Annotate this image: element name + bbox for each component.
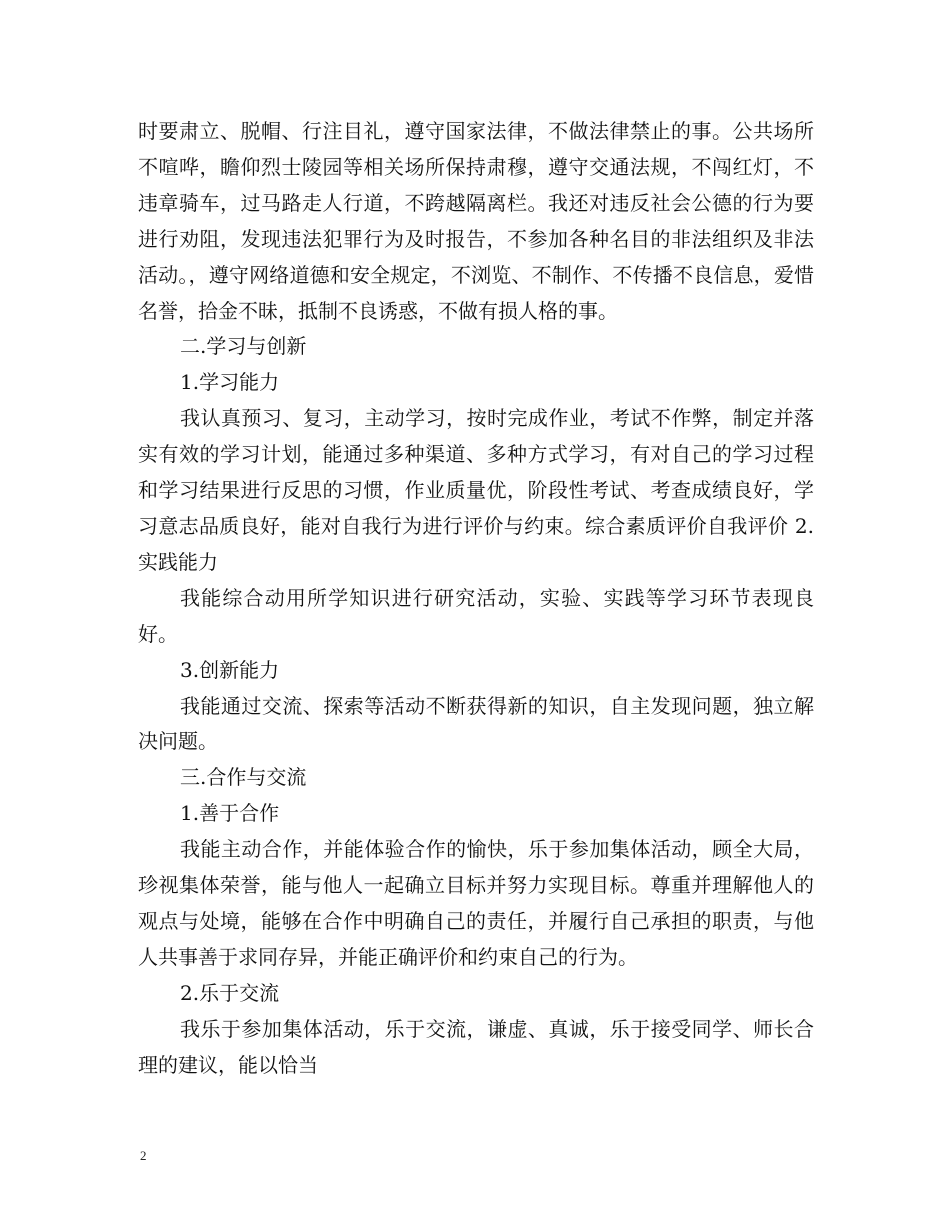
subheading-learning-ability: 1.学习能力 [180,370,280,395]
subheading-happy-to-communicate: 2.乐于交流 [180,980,280,1005]
paragraph-cooperation: 我能主动合作，并能体验合作的愉快，乐于参加集体活动，顾全大局，珍视集体荣誉，能与他人一起确立目标并努力实现目标。尊重并理解他人的观点与处境，能够在合作中明确自己的责任，并履行自己承担的职责，与他人共事善于求同存异，并能正确评价和约束自己的行为。 [138,837,814,969]
paragraph-innovation-ability: 我能通过交流、探索等活动不断获得新的知识，自主发现问题，独立解决问题。 [138,693,814,754]
paragraph-conduct: 时要肃立、脱帽、行注目礼，遵守国家法律，不做法律禁止的事。公共场所不喧哗，瞻仰烈士陵园等相关场所保持肃穆，遵守交通法规，不闯红灯，不违章骑车，过马路走人行道，不跨越隔离栏。我还对违反社会公德的行为要进行劝阻，发现违法犯罪行为及时报告，不参加各种名目的非法组织及非法活动。，遵守网络道德和安全规定，不浏览、不制作、不传播不良信息，爱惜名誉，拾金不昧，抵制不良诱惑，不做有损人格的事。 [138,119,814,323]
paragraph-learning-ability: 我认真预习、复习，主动学习，按时完成作业，考试不作弊，制定并落实有效的学习计划，能通过多种渠道、多种方式学习，有对自己的学习过程和学习结果进行反思的习惯，作业质量优，阶段性考试、考查成绩良好，学习意志品质良好，能对自我行为进行评价与约束。综合素质评价自我评价 2.实践能力 [138,406,814,574]
paragraph-communication: 我乐于参加集体活动，乐于交流，谦虚、真诚，乐于接受同学、师长合理的建议，能以恰当 [138,1016,814,1077]
heading-cooperation-communication: 三.合作与交流 [180,765,307,790]
subheading-innovation-ability: 3.创新能力 [180,657,280,682]
document-body [138,114,814,1083]
heading-learning-innovation: 二.学习与创新 [180,334,307,359]
paragraph-practice-ability: 我能综合动用所学知识进行研究活动，实验、实践等学习环节表现良好。 [138,585,814,646]
page-number: 2 [140,1148,147,1163]
subheading-good-at-cooperation: 1.善于合作 [180,801,280,826]
